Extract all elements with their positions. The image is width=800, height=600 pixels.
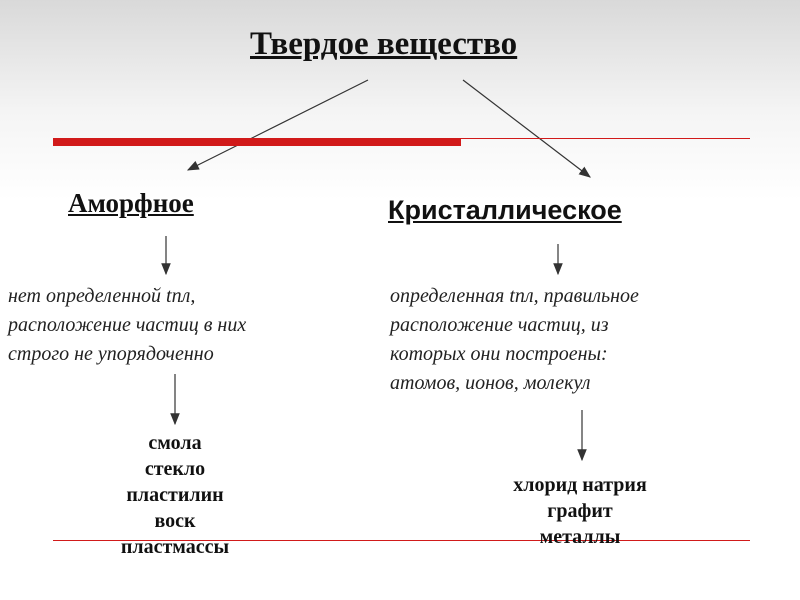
example-item: стекло <box>144 458 206 480</box>
crystalline-heading: Кристаллическое <box>388 195 622 225</box>
crystalline-examples <box>470 472 690 550</box>
amorphous-description <box>8 282 348 369</box>
amorphous-desc-line: нет определенной tпл, <box>8 285 196 307</box>
example-item: воск <box>154 510 196 532</box>
amorphous-desc-line: расположение частиц в них <box>8 314 247 336</box>
amorphous-examples <box>80 430 270 560</box>
example-item: пластилин <box>126 484 224 506</box>
amorphous-heading: Аморфное <box>68 188 194 218</box>
example-item: пластмассы <box>120 536 230 558</box>
crystalline-description <box>390 282 750 398</box>
example-item: смола <box>148 432 202 454</box>
crystalline-desc-line: которых они построены: <box>390 343 608 365</box>
arrow-to-crystalline <box>463 80 590 177</box>
crystalline-desc-line: расположение частиц, из <box>390 314 609 336</box>
red-divider-thin <box>461 138 750 139</box>
example-item: графит <box>547 500 613 522</box>
crystalline-desc-line: определенная tпл, правильное <box>390 285 639 307</box>
red-divider-thick <box>53 138 461 146</box>
crystalline-desc-line: атомов, ионов, молекул <box>390 372 591 394</box>
diagram-title: Твердое вещество <box>250 26 518 62</box>
amorphous-desc-line: строго не упорядоченно <box>8 343 214 365</box>
example-item: хлорид натрия <box>513 474 647 496</box>
arrow-to-amorphous <box>188 80 368 170</box>
example-item: металлы <box>539 526 621 548</box>
